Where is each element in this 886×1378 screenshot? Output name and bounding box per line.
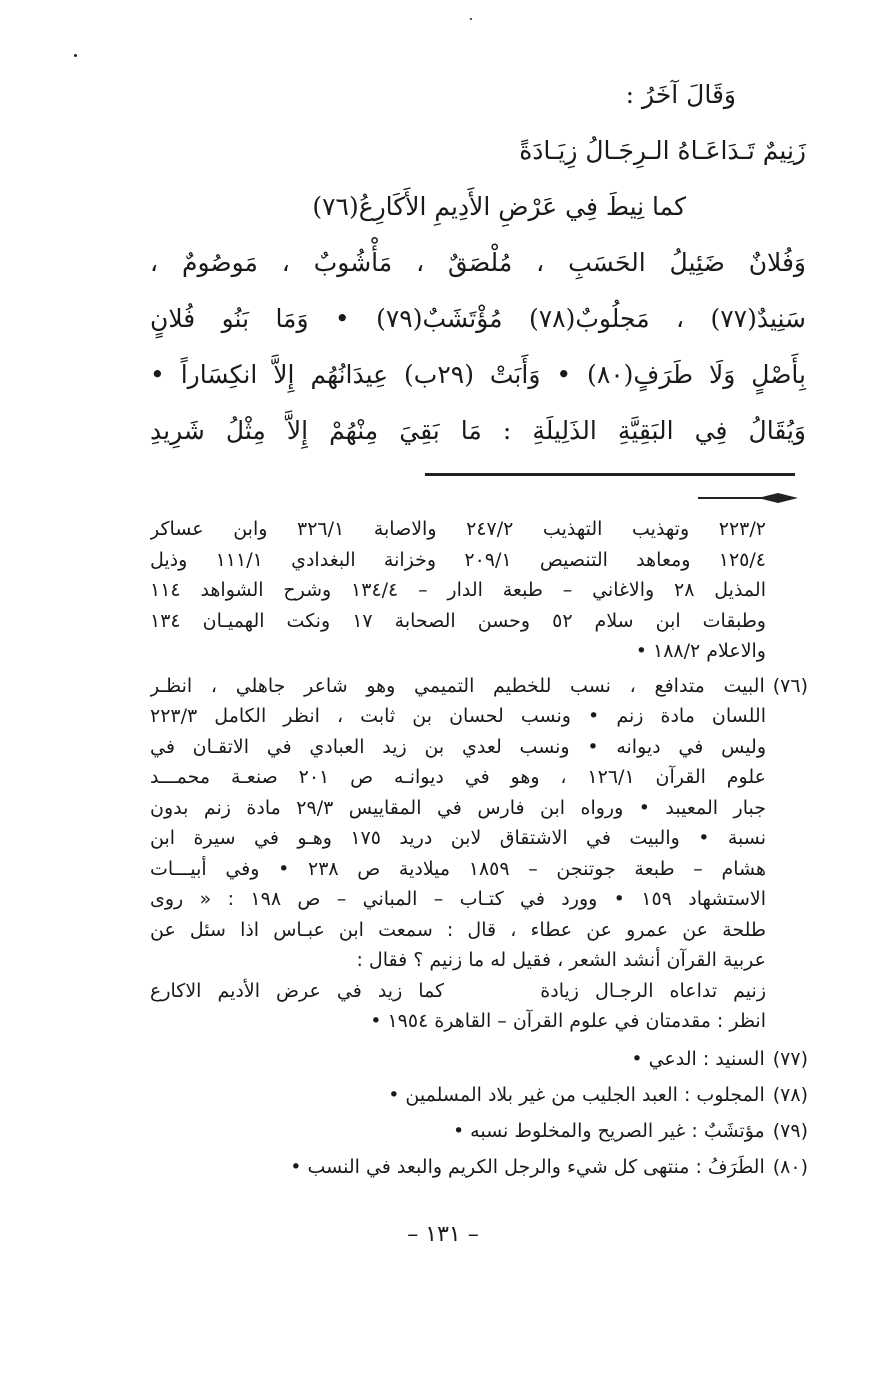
footnote-77 [150, 1041, 808, 1077]
footnote-text: مؤتشَبٌ : غير الصريح والمخلوط نسبه • [452, 1119, 765, 1142]
footnote-number: (٧٧) [772, 1047, 808, 1070]
prose-line: سَنِيدٌ(٧٧) ، مَجلُوبٌ(٧٨) مُؤْتَشَبٌ(٧٩) • وَمَا بَنُو فُلانٍ [150, 304, 806, 333]
footnote-line: وليس في ديوانه • ونسب لعدي بن زيد العبادي في الاتقـان في [150, 735, 766, 758]
scan-speck [470, 18, 472, 20]
footnote-text: الطَرَفُ : منتهى كل شيء والرجل الكريم والبعد في النسب • [290, 1155, 765, 1178]
footnotes [150, 514, 808, 1185]
main-text [150, 80, 806, 472]
footnote-line: والاعلام ١٨٨/٢ • [635, 640, 766, 662]
scan-speck [74, 54, 77, 57]
footnote-line: اللسان مادة زنم • ونسب لحسان بن ثابت ، انظر الكامل ٢٢٣/٣ [150, 705, 766, 727]
footnote-line: وطبقات ابن سلام ٥٢ وحسن الصحابة ١٧ ونكت الهميـان ١٣٤ [150, 609, 766, 632]
intro-line: وَقَالَ آخَرُ : [625, 80, 736, 109]
footnote-text: المجلوب : العبد الجليب من غير بلاد المسلمين • [388, 1083, 765, 1106]
footnote-line: ١٢٥/٤ ومعاهد التنصيص ٢٠٩/١ وخزانة البغدادي ١١١/١ وذيل [150, 548, 766, 571]
footnote-separator [425, 473, 795, 476]
footnote-80 [150, 1149, 808, 1185]
footnote-continuation [150, 514, 808, 667]
footnote-line: الاستشهاد ١٥٩ • وورد في كتـاب – المباني – ص ١٩٨ : « روى [150, 888, 766, 910]
footnote-line: المذيل ٢٨ والاغاني – طبعة الدار – ١٣٤/٤ وشرح الشواهد ١١٤ [150, 579, 766, 601]
prose-line: بِأَصْلٍ وَلَا طَرَفٍ(٨٠) • وَأَبَتْ (٢٩ب) عِيدَانُهُم إِلاَّ انكِسَاراً • [150, 360, 806, 389]
footnote-number: (٨٠) [772, 1155, 808, 1178]
footnote-line: انظر : مقدمتان في علوم القرآن – القاهرة ١٩٥٤ • [370, 1010, 766, 1032]
footnote-number: (٧٨) [772, 1083, 808, 1106]
footnote-line: علوم القرآن ١٢٦/١ ، وهو في ديوانـه ص ٢٠١ صنعـة محمـــد [150, 766, 767, 788]
verse-first-hemistich: زَنِيمٌ تَـدَاعَـاهُ الـرِجَـالُ زِيَـادَةً [519, 136, 806, 165]
footnote-line: هشام – طبعة جوتنجن – ١٨٥٩ ميلادية ص ٢٣٨ • وفي أبيـــات [150, 857, 766, 880]
footnote-line: عربية القرآن أنشد الشعر ، فقيل له ما زنيم ؟ فقال : [356, 949, 766, 971]
footnote-quoted-verse: زنيم تداعاه الرجـال زيادة كما زيد في عرض الأديم الاكارع [150, 979, 766, 1002]
footnote-text: السنيد : الدعي • [631, 1047, 765, 1070]
footnote-line: جبار المعيبد • ورواه ابن فارس في المقاييس ٢٩/٣ مادة زنم بدون [150, 796, 766, 819]
footnote-line [150, 671, 808, 702]
footnote-text: البيت متدافع ، نسب للخطيم التميمي وهو شاعر جاهلي ، انظـر [150, 674, 765, 697]
footnote-line: نسبة • والبيت في الاشتقاق لابن دريد ١٧٥ وهـو في سيرة ابن [150, 827, 766, 849]
verse-second-hemistich: كما نِيطَ فِي عَرْضِ الأَدِيمِ الأَكَارِعُ(٧٦) [312, 192, 686, 221]
ornament-arrow-icon [698, 491, 798, 505]
footnote-number: (٧٦) [772, 674, 808, 697]
footnote-78 [150, 1077, 808, 1113]
footnote-number: (٧٩) [772, 1119, 808, 1142]
footnote-79 [150, 1113, 808, 1149]
page-number: – ١٣١ – [407, 1222, 479, 1247]
prose-line: وَفُلانٌ ضَئِيلُ الحَسَبِ ، مُلْصَقٌ ، مَأْشُوبٌ ، مَوصُومٌ ، [150, 248, 806, 277]
footnote-line: طلحة عن عمرو عن عطاء ، قال : سمعت ابن عبـاس اذا سئل عن [150, 918, 766, 941]
footnote-76 [150, 671, 808, 1037]
prose-line: وَيُقَالُ فِي البَقِيَّةِ الذَلِيلَةِ : مَا بَقِيَ مِنْهُمْ إِلاَّ مِثْلُ شَرِيدِ [150, 416, 806, 445]
footnote-line: ٢٢٣/٢ وتهذيب التهذيب ٢٤٧/٢ والاصابة ٣٢٦/١ وابن عساكر [150, 518, 766, 540]
